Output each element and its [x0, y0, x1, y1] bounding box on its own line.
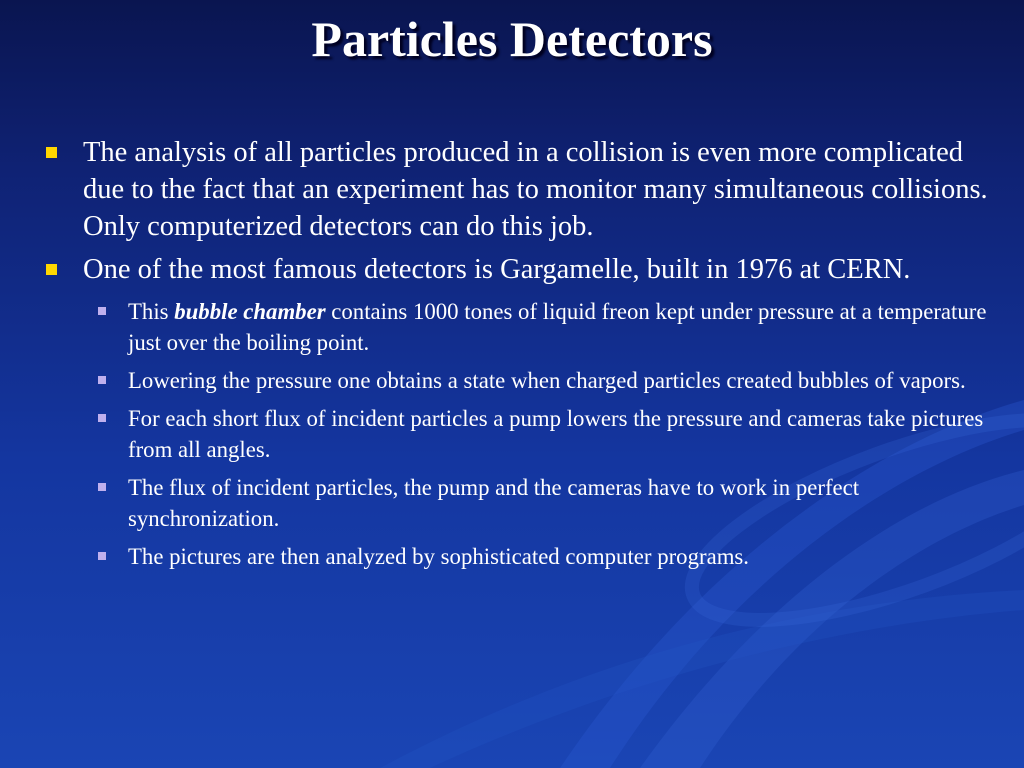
square-bullet-icon: [98, 414, 106, 422]
bullet-list: [44, 134, 1010, 579]
sub-bullet-item-pump-cameras: [84, 403, 1010, 465]
sub-bullet-item-lowering-pressure: [84, 365, 1010, 396]
bullet-item-analysis: [44, 134, 1010, 245]
bullet-item-gargamelle: [44, 251, 1010, 288]
sub-bullet-text: For each short flux of incident particles a pump lowers the pressure and cameras take pictures from all angles.: [128, 406, 984, 462]
bullet-text: The analysis of all particles produced in a collision is even more complicated due to the fact that an experiment has to monitor many simultaneous collisions. Only computerized detectors can do this job.: [83, 137, 988, 242]
bullet-text: One of the most famous detectors is Gargamelle, built in 1976 at CERN.: [83, 254, 911, 285]
sub-bullet-item-bubble-chamber: [84, 296, 1010, 358]
square-bullet-icon: [46, 147, 57, 158]
sub-bullet-item-computer-programs: [84, 541, 1010, 572]
square-bullet-icon: [98, 307, 106, 315]
sub-bullet-list: [44, 296, 1010, 572]
slide-title: Particles Detectors: [311, 11, 713, 67]
sub-bullet-suffix: contains 1000 tones of liquid freon kept under pressure at a temperature just over the boiling point.: [128, 299, 987, 355]
square-bullet-icon: [98, 483, 106, 491]
square-bullet-icon: [46, 264, 57, 275]
sub-bullet-item-synchronization: [84, 472, 1010, 534]
sub-bullet-text: Lowering the pressure one obtains a state when charged particles created bubbles of vapors.: [128, 368, 966, 393]
sub-bullet-text: The flux of incident particles, the pump and the cameras have to work in perfect synchronization.: [128, 475, 860, 531]
sub-bullet-prefix: This: [128, 299, 175, 324]
square-bullet-icon: [98, 376, 106, 384]
sub-bullet-text: The pictures are then analyzed by sophisticated computer programs.: [128, 544, 749, 569]
bubble-chamber-emphasis: bubble chamber: [174, 299, 326, 324]
square-bullet-icon: [98, 552, 106, 560]
